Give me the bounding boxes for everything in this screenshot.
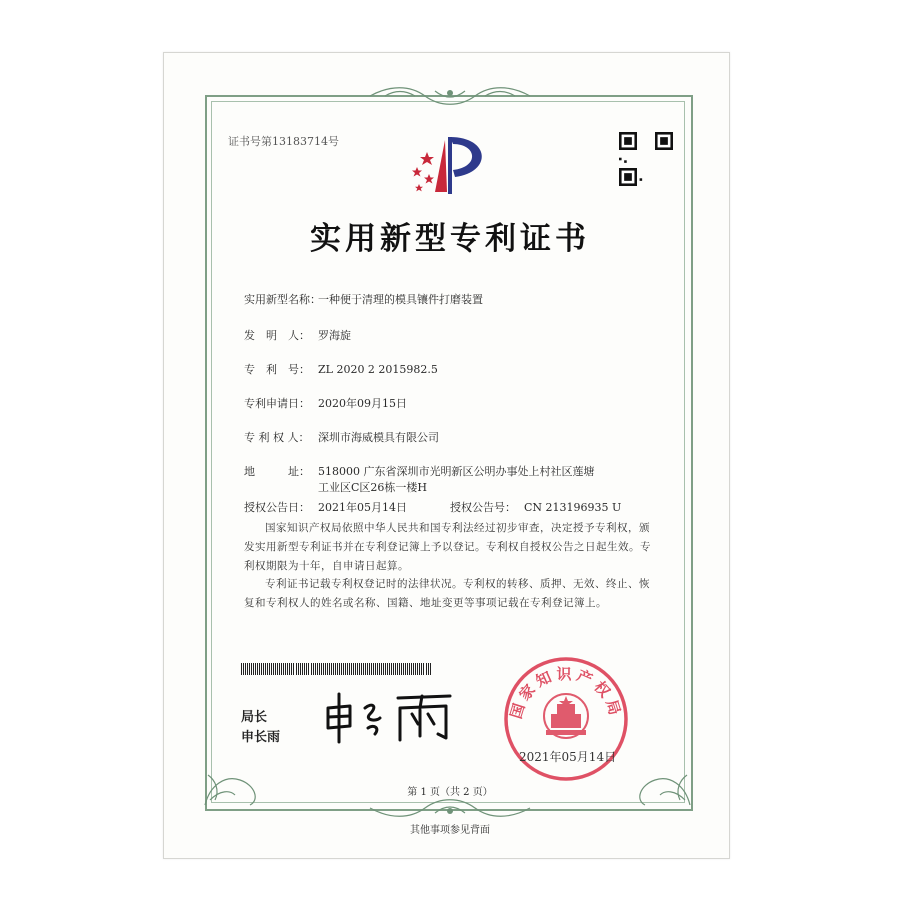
filing-date-value: 2020年09月15日 [318, 397, 407, 410]
inventor-label: 发 明 人： [244, 329, 310, 342]
name-value: 一种便于清理的模具镶件打磨装置 [318, 293, 483, 306]
page-indicator: 第 1 页（共 2 页） [407, 787, 493, 798]
barcode [241, 663, 432, 675]
patentee-label: 专 利 权 人： [244, 431, 310, 444]
statement-paragraph-1: 国家知识产权局依照中华人民共和国专利法经过初步审查，决定授予专利权，颁发实用新型专利证书并在专利登记簿上予以登记。专利权自授权公告之日起生效。专利权期限为十年，自申请日起算。 [244, 522, 651, 572]
bottom-ornament [365, 797, 535, 819]
grant-number-value: CN 213196935 U [524, 501, 622, 514]
patent-number-value: ZL 2020 2 2015982.5 [318, 363, 438, 376]
official-seal [501, 654, 631, 784]
seal-date: 2021年05月14日 [519, 750, 617, 764]
statement-paragraph-2: 专利证书记载专利权登记时的法律状况。专利权的转移、质押、无效、终止、恢复和专利权人的姓名或名称、国籍、地址变更等事项记载在专利登记簿上。 [244, 578, 650, 609]
qr-code [619, 132, 673, 186]
patentee-value: 深圳市海威模具有限公司 [318, 431, 439, 444]
corner-ornament-bottom-right [625, 745, 695, 810]
director-name: 申长雨 [241, 730, 281, 745]
seal-text: 国家知识产权局 [506, 665, 626, 721]
director-title: 局长 [241, 710, 268, 725]
certificate-number: 证书号第13183714号 [228, 135, 339, 148]
name-label: 实用新型名称： [244, 293, 321, 306]
director-signature [320, 690, 455, 745]
grant-date-label: 授权公告日： [244, 501, 310, 514]
certificate-title: 实用新型专利证书 [310, 221, 590, 257]
address-value-line2: 工业区C区26栋一楼H [318, 481, 428, 494]
inventor-value: 罗海旋 [318, 329, 351, 342]
address-label: 地 址： [244, 465, 310, 478]
grant-date-value: 2021年05月14日 [318, 501, 407, 514]
corner-ornament-bottom-left [200, 745, 270, 810]
back-note: 其他事项参见背面 [410, 825, 490, 836]
top-ornament [365, 85, 535, 107]
patent-office-logo [405, 132, 495, 197]
address-value-line1: 518000 广东省深圳市光明新区公明办事处上村社区莲塘 [318, 465, 595, 478]
filing-date-label: 专利申请日： [244, 397, 310, 410]
patent-number-label: 专 利 号： [244, 363, 310, 376]
grant-number-label: 授权公告号： [450, 501, 516, 514]
